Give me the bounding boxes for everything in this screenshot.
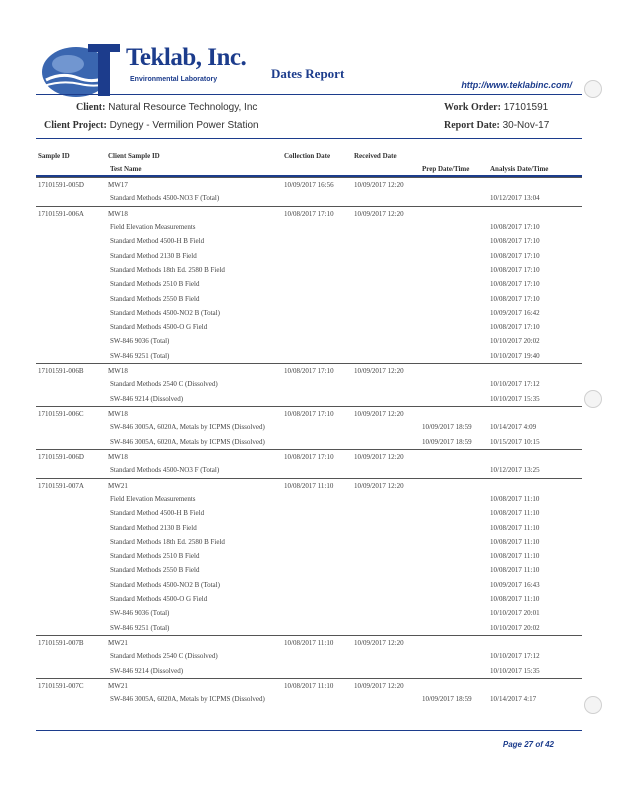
client-value: Natural Resource Technology, Inc [108, 102, 258, 113]
collection-date-cell: 10/08/2017 17:10 [284, 410, 334, 418]
project-label: Client Project: [44, 120, 107, 131]
received-date-cell: 10/09/2017 12:20 [354, 367, 404, 376]
collection-date-cell: 10/08/2017 17:10 [284, 367, 334, 376]
test-row [36, 234, 582, 248]
test-row [36, 191, 582, 205]
analysis-date-cell: 10/08/2017 11:10 [490, 523, 540, 532]
analysis-date-cell: 10/10/2017 17:12 [490, 652, 540, 661]
test-row [36, 535, 582, 549]
test-row [36, 377, 582, 391]
client-sample-id-cell: MW21 [108, 481, 128, 490]
test-name-cell: Standard Methods 2510 B Field [110, 552, 200, 561]
test-name-cell: Standard Methods 4500-NO2 B (Total) [110, 580, 220, 589]
sample-id-cell: 17101591-006A [38, 209, 84, 218]
analysis-date-cell: 10/14/2017 4:17 [490, 695, 537, 704]
test-row [36, 549, 582, 563]
test-row [36, 521, 582, 535]
test-name-cell: Standard Methods 2510 B Field [110, 280, 200, 289]
collection-date-cell: 10/08/2017 11:10 [284, 481, 334, 490]
analysis-date-cell: 10/14/2017 4:09 [490, 423, 537, 432]
analysis-date-cell: 10/08/2017 17:10 [490, 265, 540, 274]
collection-date-cell: 10/09/2017 16:56 [284, 181, 334, 189]
test-row [36, 349, 582, 363]
analysis-date-cell: 10/08/2017 11:10 [490, 509, 540, 518]
work-order-value: 17101591 [503, 102, 549, 113]
analysis-date-cell: 10/10/2017 17:12 [490, 380, 540, 389]
test-row [36, 292, 582, 306]
col-collection-date: Collection Date [284, 152, 331, 160]
collection-date-cell: 10/08/2017 11:10 [284, 681, 334, 690]
test-name-cell: Standard Methods 4500-NO2 B (Total) [110, 308, 220, 317]
test-row [36, 220, 582, 234]
test-row [36, 492, 582, 506]
test-name-cell: Standard Method 2130 B Field [110, 251, 197, 260]
client-line [76, 102, 257, 113]
test-name-cell: Standard Method 4500-H B Field [110, 237, 205, 246]
received-date-cell: 10/09/2017 12:20 [354, 209, 404, 218]
analysis-date-cell: 10/08/2017 11:10 [490, 552, 540, 561]
test-name-cell: Standard Methods 2550 B Field [110, 566, 200, 575]
analysis-date-cell: 10/10/2017 19:40 [490, 351, 540, 360]
analysis-date-cell: 10/10/2017 15:35 [490, 394, 540, 403]
test-name-cell: Standard Methods 18th Ed. 2580 B Field [110, 537, 225, 546]
test-row [36, 664, 582, 678]
project-line [44, 120, 259, 131]
test-row [36, 263, 582, 277]
client-sample-id-cell: MW18 [108, 452, 128, 461]
test-name-cell: Standard Methods 2540 C (Dissolved) [110, 652, 218, 661]
website-link[interactable]: http://www.teklabinc.com/ [461, 80, 572, 90]
test-row [36, 578, 582, 592]
test-row [36, 606, 582, 620]
work-order-line [444, 102, 548, 113]
test-name-cell: Standard Methods 2540 C (Dissolved) [110, 380, 218, 389]
company-name: Teklab, Inc. [126, 44, 247, 71]
test-name-cell: SW-846 9214 (Dissolved) [110, 666, 184, 675]
test-name-cell: Standard Methods 2550 B Field [110, 294, 200, 303]
analysis-date-cell: 10/08/2017 17:10 [490, 237, 540, 246]
col-prep-date: Prep Date/Time [422, 165, 470, 173]
analysis-date-cell: 10/15/2017 10:15 [490, 437, 540, 446]
analysis-date-cell: 10/12/2017 13:04 [490, 194, 540, 203]
report-title: Dates Report [271, 66, 345, 81]
test-name-cell: Standard Methods 4500-O G Field [110, 323, 208, 332]
analysis-date-cell: 10/10/2017 20:02 [490, 623, 540, 632]
client-sample-id-cell: MW21 [108, 681, 128, 690]
punch-hole [584, 390, 602, 408]
analysis-date-cell: 10/08/2017 11:10 [490, 494, 540, 503]
sample-row [36, 177, 582, 191]
test-name-cell: Standard Methods 4500-NO3 F (Total) [110, 466, 220, 475]
col-client-sample-id: Client Sample ID [108, 152, 160, 160]
test-row [36, 463, 582, 477]
client-sample-id-cell: MW17 [108, 181, 128, 189]
page-number: Page 27 of 42 [502, 740, 554, 749]
test-name-cell: SW-846 3005A, 6020A, Metals by ICPMS (Dissolved) [110, 437, 265, 446]
analysis-date-cell: 10/09/2017 16:43 [490, 580, 540, 589]
company-subtitle: Environmental Laboratory [130, 76, 218, 83]
received-date-cell: 10/09/2017 12:20 [354, 639, 404, 647]
sample-id-cell: 17101591-007A [38, 481, 84, 490]
test-name-cell: Standard Method 4500-H B Field [110, 509, 205, 518]
collection-date-cell: 10/08/2017 11:10 [284, 639, 334, 647]
test-row [36, 649, 582, 663]
test-row [36, 306, 582, 320]
received-date-cell: 10/09/2017 12:20 [354, 681, 404, 690]
report-date-label: Report Date: [444, 120, 500, 131]
analysis-date-cell: 10/08/2017 11:10 [490, 566, 540, 575]
analysis-date-cell: 10/08/2017 17:10 [490, 222, 540, 231]
project-value: Dynegy - Vermilion Power Station [109, 120, 259, 131]
sample-id-cell: 17101591-006B [38, 367, 84, 376]
footer-rule [36, 730, 582, 731]
punch-hole [584, 80, 602, 98]
dates-table [36, 177, 582, 707]
test-name-cell: SW-846 3005A, 6020A, Metals by ICPMS (Dissolved) [110, 695, 265, 704]
test-row [36, 692, 582, 706]
col-sample-id: Sample ID [38, 152, 70, 160]
prep-date-cell: 10/09/2017 18:59 [422, 695, 472, 704]
report-date-value: 30-Nov-17 [502, 120, 550, 131]
sample-id-cell: 17101591-005D [38, 181, 84, 189]
client-sample-id-cell: MW21 [108, 639, 128, 647]
test-name-cell: Standard Methods 4500-NO3 F (Total) [110, 194, 220, 203]
received-date-cell: 10/09/2017 12:20 [354, 410, 404, 418]
test-name-cell: SW-846 9036 (Total) [110, 337, 170, 346]
sample-row [36, 478, 582, 492]
col-test-name: Test Name [110, 165, 142, 173]
test-row [36, 506, 582, 520]
test-row [36, 392, 582, 406]
test-row [36, 277, 582, 291]
test-name-cell: Field Elevation Measurements [110, 222, 196, 231]
col-analysis-date: Analysis Date/Time [490, 165, 549, 173]
analysis-date-cell: 10/08/2017 11:10 [490, 537, 540, 546]
punch-hole [584, 696, 602, 714]
client-sample-id-cell: MW18 [108, 410, 128, 418]
client-sample-id-cell: MW18 [108, 209, 128, 218]
collection-date-cell: 10/08/2017 17:10 [284, 452, 334, 461]
company-logo [38, 42, 247, 102]
test-row [36, 420, 582, 434]
sample-row [36, 363, 582, 377]
sample-id-cell: 17101591-006D [38, 452, 84, 461]
received-date-cell: 10/09/2017 12:20 [354, 481, 404, 490]
sample-row [36, 449, 582, 463]
test-row [36, 621, 582, 635]
test-row [36, 320, 582, 334]
analysis-date-cell: 10/08/2017 17:10 [490, 294, 540, 303]
sample-row [36, 206, 582, 220]
test-name-cell: SW-846 9251 (Total) [110, 351, 170, 360]
analysis-date-cell: 10/12/2017 13:25 [490, 466, 540, 475]
analysis-date-cell: 10/09/2017 16:42 [490, 308, 540, 317]
analysis-date-cell: 10/08/2017 17:10 [490, 280, 540, 289]
received-date-cell: 10/09/2017 12:20 [354, 452, 404, 461]
logo-globe-icon [38, 42, 128, 102]
sample-row [36, 406, 582, 420]
analysis-date-cell: 10/08/2017 17:10 [490, 323, 540, 332]
received-date-cell: 10/09/2017 12:20 [354, 181, 404, 189]
sample-row [36, 678, 582, 692]
sample-id-cell: 17101591-007B [38, 639, 84, 647]
test-name-cell: SW-846 9214 (Dissolved) [110, 394, 184, 403]
test-name-cell: Standard Method 2130 B Field [110, 523, 197, 532]
test-name-cell: Standard Methods 4500-O G Field [110, 595, 208, 604]
analysis-date-cell: 10/10/2017 20:01 [490, 609, 540, 618]
test-row [36, 334, 582, 348]
prep-date-cell: 10/09/2017 18:59 [422, 437, 472, 446]
report-date-line [444, 120, 549, 131]
test-row [36, 592, 582, 606]
info-rule [36, 138, 582, 139]
analysis-date-cell: 10/10/2017 15:35 [490, 666, 540, 675]
client-sample-id-cell: MW18 [108, 367, 128, 376]
work-order-label: Work Order: [444, 102, 501, 113]
sample-id-cell: 17101591-007C [38, 681, 84, 690]
analysis-date-cell: 10/08/2017 11:10 [490, 595, 540, 604]
sample-id-cell: 17101591-006C [38, 410, 84, 418]
test-name-cell: SW-846 9036 (Total) [110, 609, 170, 618]
analysis-date-cell: 10/10/2017 20:02 [490, 337, 540, 346]
col-received-date: Received Date [354, 152, 397, 160]
test-row [36, 249, 582, 263]
test-name-cell: Standard Methods 18th Ed. 2580 B Field [110, 265, 225, 274]
collection-date-cell: 10/08/2017 17:10 [284, 209, 334, 218]
prep-date-cell: 10/09/2017 18:59 [422, 423, 472, 432]
header-rule [36, 94, 582, 95]
test-name-cell: SW-846 3005A, 6020A, Metals by ICPMS (Dissolved) [110, 423, 265, 432]
test-row [36, 563, 582, 577]
sample-row [36, 635, 582, 649]
test-name-cell: Field Elevation Measurements [110, 494, 196, 503]
client-label: Client: [76, 102, 106, 113]
test-name-cell: SW-846 9251 (Total) [110, 623, 170, 632]
analysis-date-cell: 10/08/2017 17:10 [490, 251, 540, 260]
test-row [36, 435, 582, 449]
